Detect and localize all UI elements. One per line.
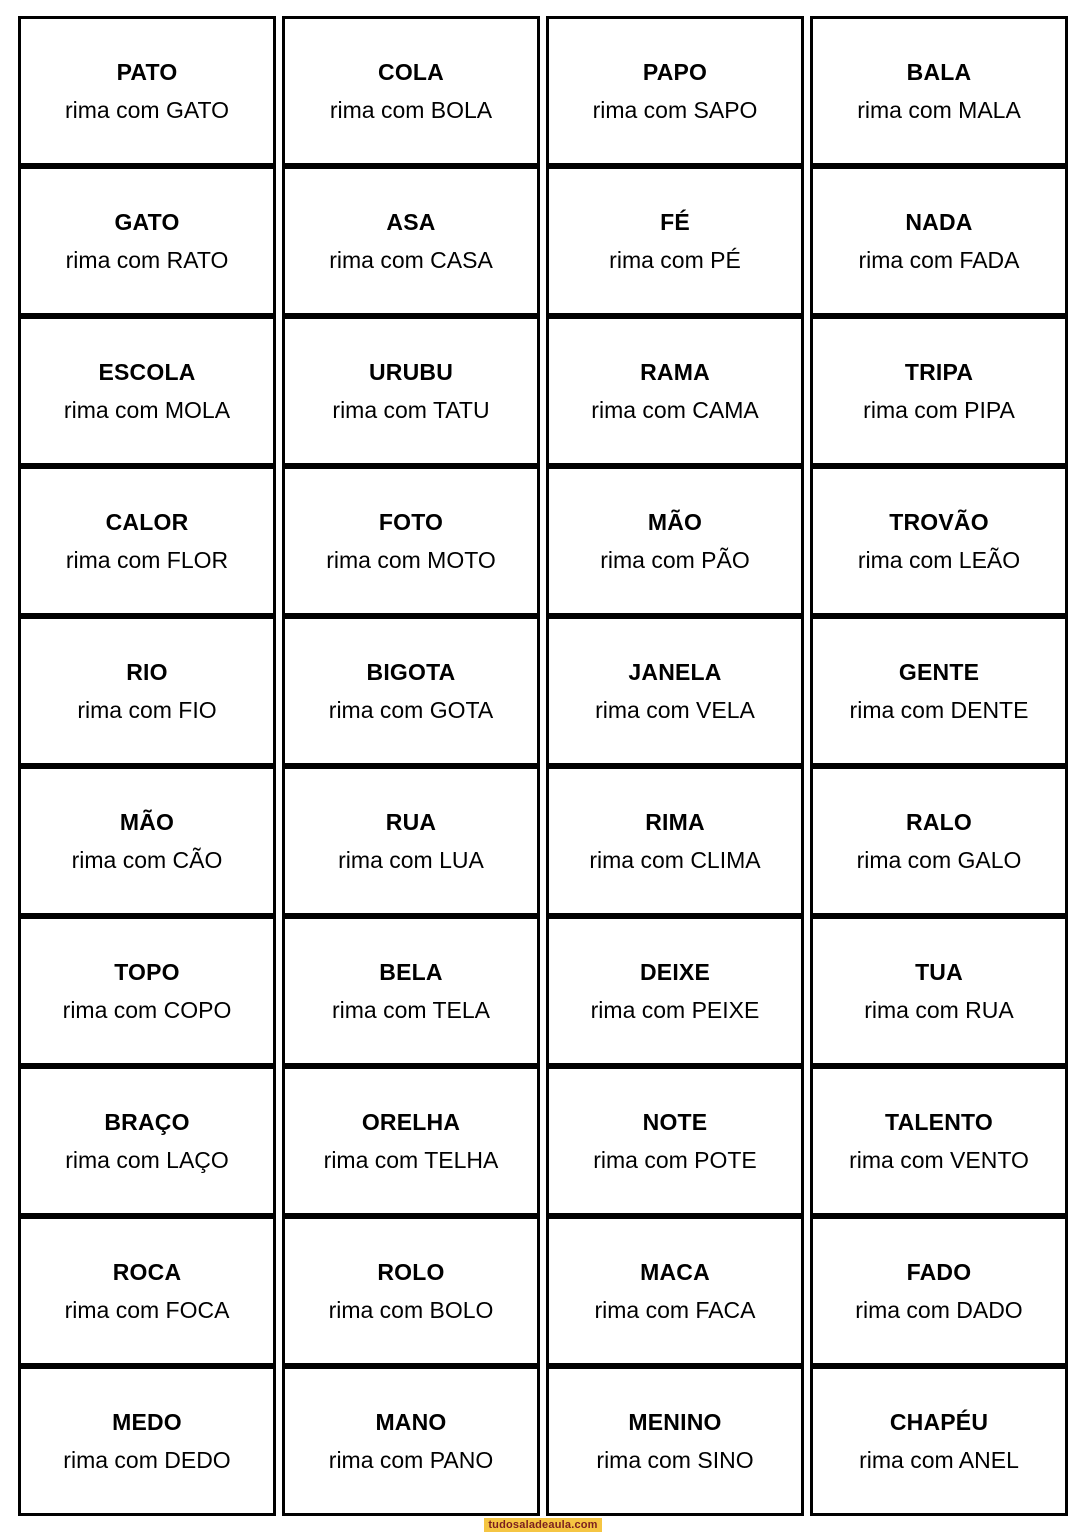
card-rhyme: rima com BOLA <box>329 96 493 123</box>
card-word: ORELHA <box>361 1108 461 1135</box>
card-word: TUA <box>915 958 963 985</box>
rhyme-card <box>810 16 1068 166</box>
card-word: RUA <box>385 808 437 835</box>
card-rhyme: rima com LEÃO <box>857 546 1021 573</box>
credit-badge: tudosaladeaula.com <box>484 1518 601 1532</box>
card-word: NADA <box>905 208 973 235</box>
card-word: COLA <box>378 58 444 85</box>
card-rhyme: rima com MOTO <box>326 546 496 573</box>
card-word: CHAPÉU <box>889 1408 989 1435</box>
card-word: FOTO <box>378 508 444 535</box>
rhyme-card <box>282 16 540 166</box>
rhyme-card <box>810 916 1068 1066</box>
card-rhyme: rima com DADO <box>855 1296 1023 1323</box>
card-rhyme: rima com TATU <box>332 396 490 423</box>
rhyme-card <box>282 916 540 1066</box>
card-word: ASA <box>386 208 436 235</box>
card-word: MÃO <box>119 808 175 835</box>
card-rhyme: rima com CLIMA <box>589 846 761 873</box>
card-rhyme: rima com SAPO <box>592 96 758 123</box>
card-word: MENINO <box>628 1408 722 1435</box>
rhyme-card <box>546 616 804 766</box>
card-word: MÃO <box>647 508 703 535</box>
card-word: TROVÃO <box>889 508 989 535</box>
card-word: DEIXE <box>639 958 711 985</box>
rhyme-card <box>810 616 1068 766</box>
card-rhyme: rima com SINO <box>596 1446 754 1473</box>
card-word: RIO <box>126 658 168 685</box>
card-rhyme: rima com FADA <box>858 246 1020 273</box>
card-rhyme: rima com FACA <box>594 1296 756 1323</box>
card-word: NOTE <box>642 1108 708 1135</box>
rhyme-card <box>282 316 540 466</box>
card-rhyme: rima com COPO <box>62 996 232 1023</box>
card-word: JANELA <box>628 658 722 685</box>
card-rhyme: rima com RUA <box>864 996 1014 1023</box>
card-rhyme: rima com DEDO <box>63 1446 231 1473</box>
rhyme-card <box>18 466 276 616</box>
card-rhyme: rima com CÃO <box>71 846 223 873</box>
card-rhyme: rima com LAÇO <box>65 1146 229 1173</box>
card-word: ROLO <box>377 1258 445 1285</box>
rhyme-card <box>810 316 1068 466</box>
rhyme-card <box>18 916 276 1066</box>
card-word: RIMA <box>645 808 705 835</box>
rhyme-card <box>810 766 1068 916</box>
card-rhyme: rima com GOTA <box>328 696 494 723</box>
card-rhyme: rima com TELHA <box>323 1146 499 1173</box>
card-rhyme: rima com GALO <box>856 846 1022 873</box>
card-word: BALA <box>906 58 972 85</box>
card-word: MACA <box>640 1258 710 1285</box>
card-word: TOPO <box>114 958 180 985</box>
card-word: RALO <box>906 808 972 835</box>
card-rhyme: rima com BOLO <box>328 1296 494 1323</box>
card-rhyme: rima com FIO <box>77 696 217 723</box>
card-rhyme: rima com PEIXE <box>590 996 760 1023</box>
rhyme-card <box>282 1066 540 1216</box>
rhyme-card <box>282 1366 540 1516</box>
card-word: RAMA <box>640 358 710 385</box>
card-word: GENTE <box>898 658 980 685</box>
card-word: BELA <box>379 958 443 985</box>
card-rhyme: rima com RATO <box>65 246 229 273</box>
rhyme-card <box>810 166 1068 316</box>
card-rhyme: rima com ANEL <box>859 1446 1019 1473</box>
card-rhyme: rima com MOLA <box>63 396 231 423</box>
card-word: ESCOLA <box>98 358 196 385</box>
rhyme-card <box>810 1366 1068 1516</box>
card-word: FÉ <box>660 208 690 235</box>
card-word: TRIPA <box>904 358 974 385</box>
rhyme-card <box>546 316 804 466</box>
card-rhyme: rima com FOCA <box>64 1296 230 1323</box>
rhyme-card <box>810 466 1068 616</box>
card-rhyme: rima com PÃO <box>600 546 750 573</box>
card-word: BIGOTA <box>366 658 456 685</box>
rhyme-card <box>18 166 276 316</box>
rhyme-card <box>546 166 804 316</box>
card-rhyme: rima com POTE <box>593 1146 757 1173</box>
card-rhyme: rima com MALA <box>857 96 1021 123</box>
card-rhyme: rima com PIPA <box>863 396 1015 423</box>
card-rhyme: rima com PÉ <box>609 246 741 273</box>
rhyme-card <box>282 616 540 766</box>
rhyme-card <box>18 1066 276 1216</box>
card-word: MANO <box>375 1408 447 1435</box>
rhyme-card <box>810 1216 1068 1366</box>
card-word: TALENTO <box>885 1108 993 1135</box>
card-rhyme: rima com PANO <box>328 1446 494 1473</box>
rhyme-card <box>546 16 804 166</box>
card-rhyme: rima com VELA <box>595 696 755 723</box>
rhyme-card <box>282 766 540 916</box>
card-rhyme: rima com VENTO <box>849 1146 1029 1173</box>
rhyme-card <box>18 1216 276 1366</box>
rhyme-card <box>546 916 804 1066</box>
rhyme-card <box>282 1216 540 1366</box>
card-rhyme: rima com DENTE <box>849 696 1029 723</box>
footer <box>0 1515 1086 1533</box>
rhyme-card <box>18 316 276 466</box>
rhyme-card <box>546 1066 804 1216</box>
card-word: GATO <box>114 208 180 235</box>
rhyme-card <box>18 1366 276 1516</box>
rhyme-cards-grid <box>18 16 1068 1516</box>
card-rhyme: rima com CAMA <box>591 396 759 423</box>
rhyme-card <box>282 166 540 316</box>
rhyme-card <box>546 466 804 616</box>
card-rhyme: rima com FLOR <box>65 546 229 573</box>
card-rhyme: rima com TELA <box>331 996 491 1023</box>
rhyme-card <box>546 766 804 916</box>
card-word: BRAÇO <box>104 1108 190 1135</box>
rhyme-card <box>282 466 540 616</box>
rhyme-card <box>18 16 276 166</box>
card-rhyme: rima com GATO <box>65 96 229 123</box>
rhyme-card <box>546 1366 804 1516</box>
rhyme-card <box>546 1216 804 1366</box>
rhyme-card <box>18 766 276 916</box>
card-rhyme: rima com LUA <box>338 846 484 873</box>
card-word: CALOR <box>105 508 189 535</box>
card-rhyme: rima com CASA <box>329 246 493 273</box>
card-word: URUBU <box>368 358 454 385</box>
card-word: ROCA <box>112 1258 182 1285</box>
card-word: MEDO <box>112 1408 182 1435</box>
rhyme-card <box>18 616 276 766</box>
card-word: PAPO <box>642 58 708 85</box>
card-word: PATO <box>116 58 178 85</box>
card-word: FADO <box>906 1258 972 1285</box>
rhyme-card <box>810 1066 1068 1216</box>
